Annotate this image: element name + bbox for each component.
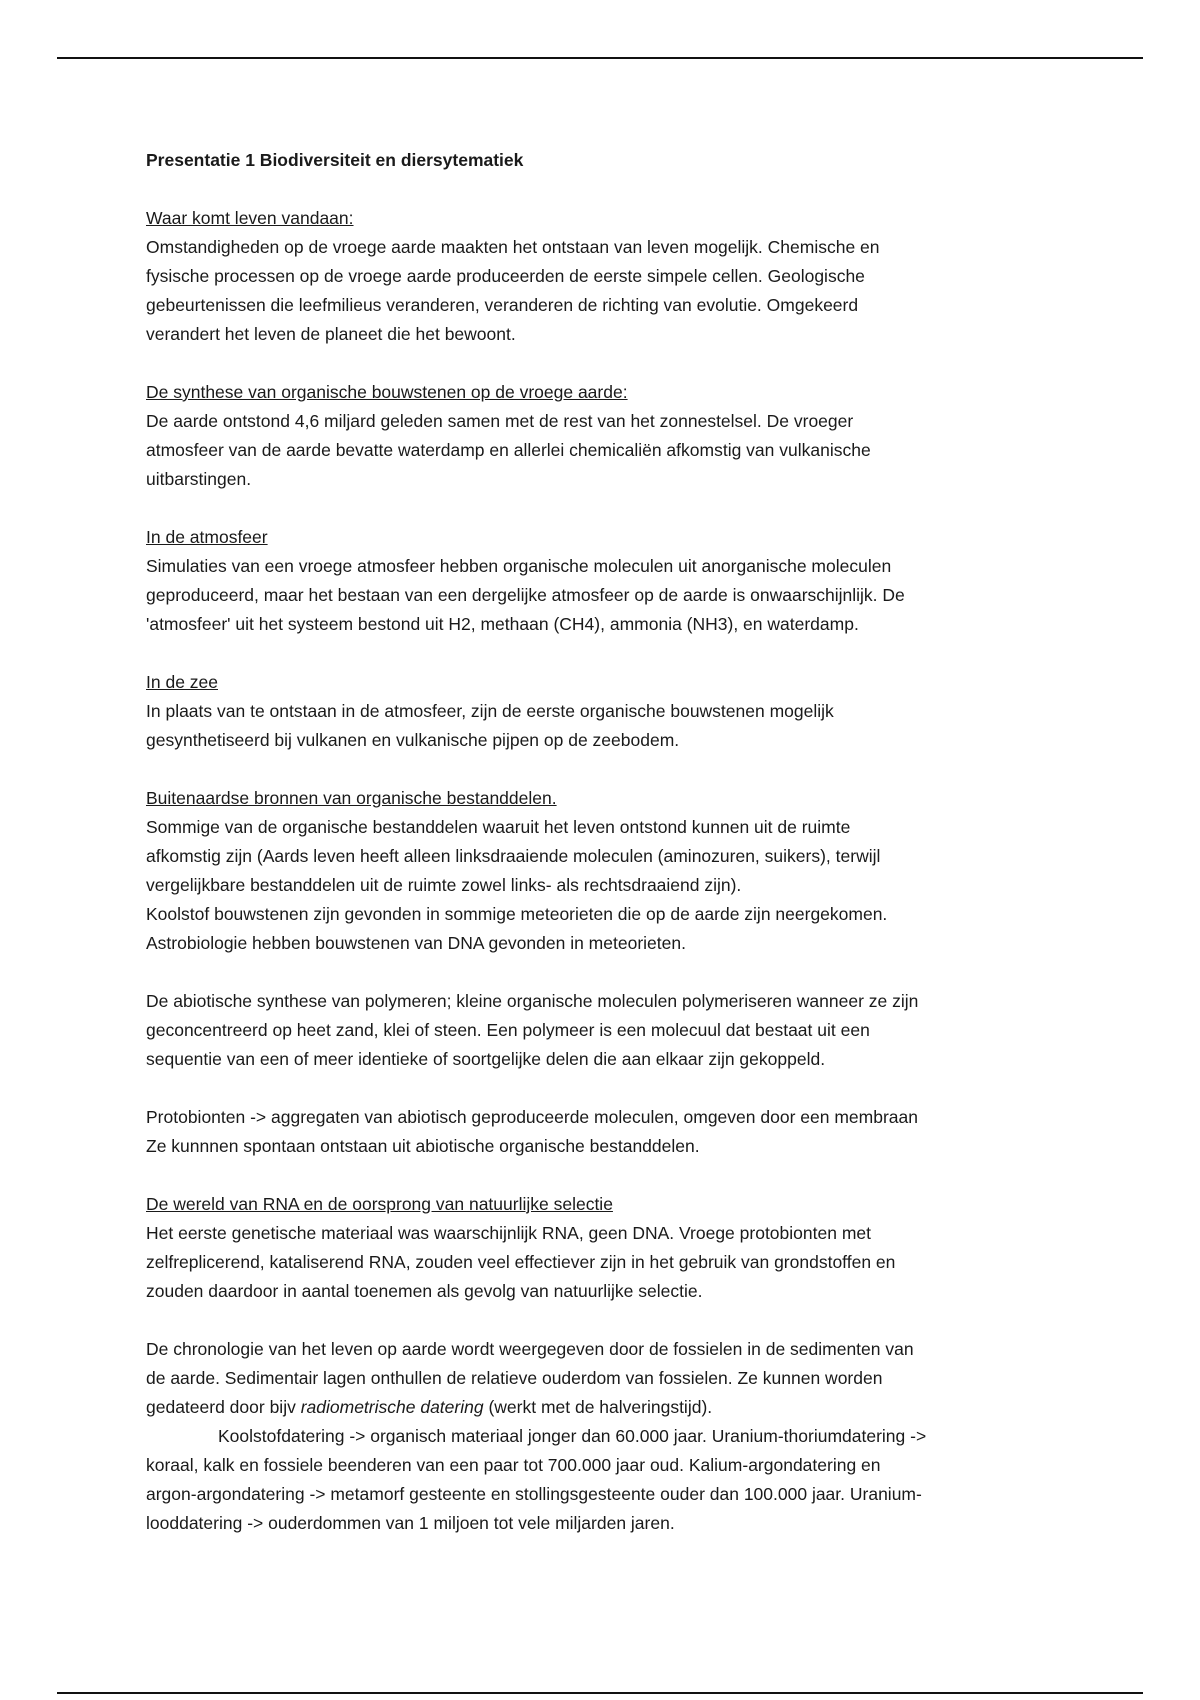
header-rule (57, 57, 1143, 59)
text-line: gebeurtenissen die leefmilieus veranderen, veranderen de richting van evolutie. Omgekeerd (146, 295, 859, 315)
section-heading: De synthese van organische bouwstenen op de vroege aarde: (146, 382, 628, 402)
text-line: Protobionten -> aggregaten van abiotisch geproduceerde moleculen, omgeven door een membraan (146, 1107, 918, 1127)
text-line: de aarde. Sedimentair lagen onthullen de relatieve ouderdom van fossielen. Ze kunnen worden (146, 1368, 883, 1388)
section-heading: Buitenaardse bronnen van organische bestanddelen. (146, 788, 557, 808)
text-fragment: (werkt met de halveringstijd). (483, 1397, 713, 1417)
text-line (146, 1393, 1066, 1422)
text-fragment: Koolstofdatering -> organisch materiaal jonger dan 60.000 jaar. Uranium-thoriumdatering -> (218, 1426, 927, 1446)
section-sea (146, 668, 1066, 755)
text-line: De aarde ontstond 4,6 miljard geleden samen met de rest van het zonnestelsel. De vroeger (146, 411, 854, 431)
text-line: Astrobiologie hebben bouwstenen van DNA gevonden in meteorieten. (146, 933, 686, 953)
section-heading: In de zee (146, 672, 218, 692)
document-body (146, 146, 1066, 1538)
emphasis-text: radiometrische datering (300, 1397, 484, 1417)
text-line: De chronologie van het leven op aarde wordt weergegeven door de fossielen in de sedimenten van (146, 1339, 914, 1359)
text-line: Ze kunnnen spontaan ontstaan uit abiotische organische bestanddelen. (146, 1136, 700, 1156)
text-line: De abiotische synthese van polymeren; kleine organische moleculen polymeriseren wanneer ze zijn (146, 991, 919, 1011)
text-line: Het eerste genetische materiaal was waarschijnlijk RNA, geen DNA. Vroege protobionten met (146, 1223, 871, 1243)
text-line: sequentie van een of meer identieke of soortgelijke delen die aan elkaar zijn gekoppeld. (146, 1049, 826, 1069)
text-line: fysische processen op de vroege aarde produceerden de eerste simpele cellen. Geologische (146, 266, 865, 286)
text-line: gesynthetiseerd bij vulkanen en vulkanische pijpen op de zeebodem. (146, 730, 680, 750)
text-line: geproduceerd, maar het bestaan van een dergelijke atmosfeer op de aarde is onwaarschijnlijk. De (146, 585, 905, 605)
section-heading: De wereld van RNA en de oorsprong van natuurlijke selectie (146, 1194, 613, 1214)
text-line: Sommige van de organische bestanddelen waaruit het leven ontstond kunnen uit de ruimte (146, 817, 851, 837)
section-synthesis (146, 378, 1066, 494)
text-line: zouden daardoor in aantal toenemen als gevolg van natuurlijke selectie. (146, 1281, 703, 1301)
paragraph-protobionts (146, 1103, 1066, 1161)
text-line: verandert het leven de planeet die het bewoont. (146, 324, 516, 344)
text-line (146, 1422, 1066, 1451)
section-origin-of-life (146, 204, 1066, 349)
section-extraterrestrial (146, 784, 1066, 958)
text-line: vergelijkbare bestanddelen uit de ruimte zowel links- als rechtsdraaiend zijn). (146, 875, 742, 895)
text-line: uitbarstingen. (146, 469, 252, 489)
footer-rule (57, 1692, 1143, 1694)
text-line: koraal, kalk en fossiele beenderen van een paar tot 700.000 jaar oud. Kalium-argondatering en (146, 1455, 881, 1475)
text-line: Simulaties van een vroege atmosfeer hebben organische moleculen uit anorganische moleculen (146, 556, 892, 576)
document-title: Presentatie 1 Biodiversiteit en diersytematiek (146, 150, 524, 170)
text-line: Omstandigheden op de vroege aarde maakten het ontstaan van leven mogelijk. Chemische en (146, 237, 880, 257)
text-line: Koolstof bouwstenen zijn gevonden in sommige meteorieten die op de aarde zijn neergekomen. (146, 904, 888, 924)
text-line: zelfreplicerend, kataliserend RNA, zouden veel effectiever zijn in het gebruik van grondstoffen en (146, 1252, 896, 1272)
paragraph-polymers (146, 987, 1066, 1074)
text-line: atmosfeer van de aarde bevatte waterdamp en allerlei chemicaliën afkomstig van vulkanische (146, 440, 871, 460)
section-heading: In de atmosfeer (146, 527, 268, 547)
section-atmosphere (146, 523, 1066, 639)
text-fragment: gedateerd door bijv (146, 1397, 301, 1417)
text-line: argon-argondatering -> metamorf gesteente en stollingsgesteente ouder dan 100.000 jaar. Uranium- (146, 1484, 922, 1504)
text-line: looddatering -> ouderdommen van 1 miljoen tot vele miljarden jaren. (146, 1513, 675, 1533)
paragraph-chronology (146, 1335, 1066, 1538)
text-line: geconcentreerd op heet zand, klei of steen. Een polymeer is een molecuul dat bestaat uit een (146, 1020, 870, 1040)
section-rna-world (146, 1190, 1066, 1306)
text-line: afkomstig zijn (Aards leven heeft alleen linksdraaiende moleculen (aminozuren, suikers), terwijl (146, 846, 881, 866)
section-heading: Waar komt leven vandaan: (146, 208, 354, 228)
text-line: 'atmosfeer' uit het systeem bestond uit H2, methaan (CH4), ammonia (NH3), en waterdamp. (146, 614, 859, 634)
text-line: In plaats van te ontstaan in de atmosfeer, zijn de eerste organische bouwstenen mogelijk (146, 701, 834, 721)
